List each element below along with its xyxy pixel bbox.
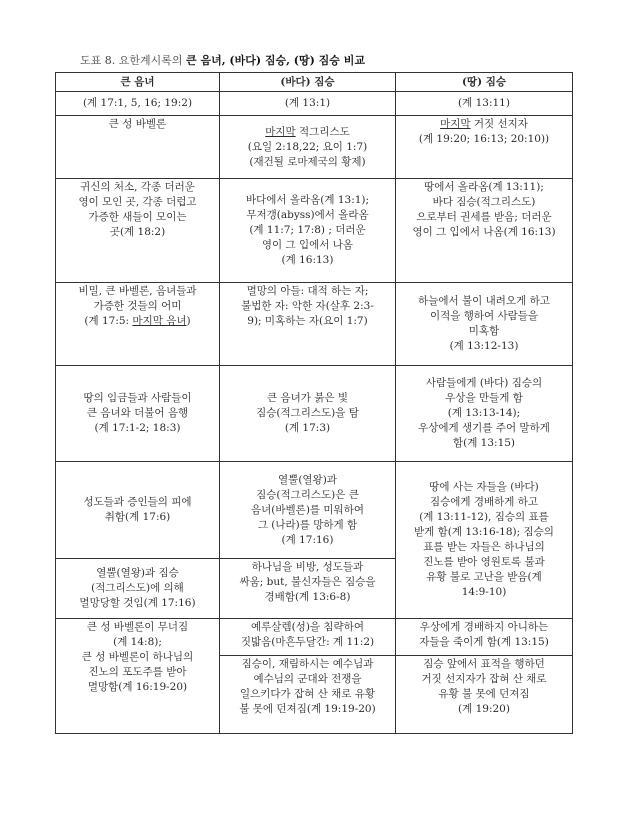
table-row-persecution: [56, 462, 573, 559]
header-sea-beast: (바다) 짐승: [220, 73, 396, 92]
cell-text-line: 땅에서 올라옴(계 13:11);: [424, 181, 544, 193]
cell-text-line: (계 17:16): [281, 533, 334, 546]
table-row-jerusalem: [56, 619, 573, 656]
cell-text-line: 영이 모인 곳, 각종 더럽고: [78, 196, 197, 208]
cell-text-line: 미혹함: [468, 325, 500, 337]
cell-land-beast-identity: [396, 116, 573, 179]
cell-text-line: [59, 314, 216, 329]
cell-text-line: (계 19:20; 16:13; 20:10)): [418, 133, 550, 145]
cell-land-beast-worship: [396, 462, 573, 619]
cell-text-line: 땅에 사는 자들을 (바다): [429, 481, 539, 493]
cell-sea-beast-title: [220, 283, 396, 366]
cell-text-line: 짐승(적그리스도)을 탐: [256, 407, 359, 419]
table-row-relation: [56, 366, 573, 462]
cell-text-fragment: 마지막: [440, 118, 471, 130]
cell-harlot-persecution: [56, 462, 220, 559]
comparison-table: [55, 72, 573, 734]
header-land-beast: (땅) 짐승: [396, 73, 573, 92]
header-ref-sea-beast: (계 13:1): [220, 92, 396, 116]
cell-text-line: 영이 그 입에서 나옴: [261, 239, 354, 251]
header-ref-harlot: (계 17:1, 5, 16; 19:2): [56, 92, 220, 116]
cell-text-line: 경배함(계 13:6-8): [264, 591, 351, 603]
cell-text-line: 가증한 새들이 모이는: [88, 211, 187, 223]
cell-text-line: 짐승 앞에서 표적을 행하던: [423, 658, 545, 670]
cell-text-line: (계 17:1-2; 18:3): [94, 422, 181, 434]
cell-text-line: (요일 2:18,22; 요이 1:7): [247, 140, 368, 153]
cell-text-line: 큰 음녀가 붉은 빛: [266, 392, 348, 404]
cell-text-fragment: 거짓 선지자: [470, 118, 528, 130]
cell-text-line: 받게 함(계 13:16-18); 짐승의: [414, 526, 554, 538]
cell-land-beast-end: [396, 656, 573, 734]
cell-text-fragment: ): [186, 315, 191, 327]
cell-text-line: (계 13:11-12), 짐승의 표를: [419, 511, 549, 523]
cell-text-line: 표를 받는 자들은 하나님의: [423, 541, 545, 553]
cell-text-line: 멸망함(계 16:19-20): [87, 681, 188, 693]
cell-land-beast-killing: [396, 619, 573, 656]
header-ref-land-beast: (계 13:11): [396, 92, 573, 116]
cell-text-line: 우상에게 생기를 주어 말하게: [418, 422, 550, 434]
cell-harlot-relation: [56, 366, 220, 462]
cell-text-line: 그 (나라)를 망하게 함: [257, 518, 358, 531]
cell-text-line: (계 16:13): [281, 254, 334, 266]
cell-text-line: 음녀(바벨론)를 미워하여: [251, 503, 364, 516]
cell-text-line: 무저갱(abyss)에서 올라옴: [246, 209, 369, 221]
cell-land-beast-title: [396, 283, 573, 366]
cell-harlot-origin: [56, 179, 220, 283]
cell-text-line: 열뿔(열왕)과 짐승: [96, 567, 179, 579]
cell-text-line: (재건될 로마제국의 황제): [249, 155, 366, 168]
cell-text-line: 싸움; but, 불신자들은 짐승을: [239, 576, 376, 588]
cell-text-line: 큰 성 바벨론이 무너짐: [86, 621, 189, 633]
cell-text-line: 9); 미혹하는 자(요이 1:7): [247, 315, 368, 327]
cell-sea-beast-origin: [220, 179, 396, 283]
cell-text-line: 하늘에서 불이 내려오게 하고: [418, 295, 550, 307]
header-ref-row: [56, 92, 573, 116]
cell-text-line: (계 13:13-14);: [447, 407, 521, 419]
cell-text-fragment: 마지막 음녀: [132, 315, 187, 327]
cell-sea-beast-jerusalem: [220, 619, 396, 656]
cell-text-line: 하나님을 비방, 성도들과: [251, 561, 364, 573]
cell-text-line: 짐승(적그리스도)은 큰: [256, 488, 359, 501]
table-row-identity: [56, 116, 573, 179]
cell-text-line: 땅의 임금들과 사람들이: [83, 392, 192, 404]
cell-text-line: 우상에게 경배하지 아니하는: [419, 621, 549, 633]
cell-text-line: 자들을 죽이게 함(계 13:15): [419, 636, 549, 648]
cell-text-line: 우상을 만들게 함: [445, 392, 523, 404]
table-row-origin: [56, 179, 573, 283]
cell-text-line: (계 13:12-13): [449, 340, 519, 352]
cell-text-line: 바다 짐승(적그리스도): [432, 196, 536, 208]
cell-text-line: 짓밟음(마흔두달간: 계 11:2): [240, 636, 375, 648]
cell-land-beast-origin: [396, 179, 573, 283]
cell-harlot-title: [56, 283, 220, 366]
cell-text-line: (계 17:3): [284, 422, 331, 434]
cell-text-line: 불 못에 던져짐(계 19:19-20): [239, 703, 376, 715]
cell-text-line: 짐승에게 경배하게 하고: [429, 496, 539, 508]
cell-text-line: 예수님의 군대와 전쟁을: [253, 673, 362, 685]
cell-text-line: [223, 125, 392, 140]
cell-text-line: 취함(계 17:6): [104, 511, 171, 523]
cell-text-line: 멸망당할 것임(계 17:16): [79, 597, 196, 609]
cell-text-line: 열뿔(열왕)과: [278, 473, 337, 486]
cell-text-line: 성도들과 증인들의 피에: [83, 496, 192, 508]
cell-text-line: 유황 불로 고난을 받음(계: [426, 571, 542, 583]
cell-text-line: 곳(계 18:2): [109, 226, 166, 238]
cell-text-line: [399, 117, 569, 132]
header-row: [56, 73, 573, 92]
cell-text-line: 비밀, 큰 바벨론, 음녀들과: [78, 285, 197, 297]
cell-text-line: 영이 그 입에서 나옴(계 16:13): [412, 226, 556, 238]
cell-harlot-fall: [56, 619, 220, 734]
cell-text-line: 함(계 13:15): [452, 437, 516, 449]
cell-sea-beast-relation: [220, 366, 396, 462]
cell-text-line: 큰 성 바벨론이 하나님의: [81, 651, 194, 663]
cell-text-fragment: (계 17:5:: [84, 315, 133, 327]
header-harlot: 큰 음녀: [56, 73, 220, 92]
caption-label: 도표 8. 요한계시록의: [80, 54, 183, 67]
cell-text-line: 멸망의 아들: 대적 하는 자;: [246, 285, 369, 297]
cell-text-line: (계 19:20): [458, 703, 510, 715]
cell-text-line: 귀신의 처소, 각종 더러운: [80, 181, 195, 193]
cell-text-line: 짐승이, 재림하시는 예수님과: [241, 658, 374, 670]
cell-text-line: 사람들에게 (바다) 짐승의: [425, 377, 543, 389]
cell-text-line: 가증한 것들의 어미: [93, 300, 182, 312]
cell-text-line: 으로부터 권세를 받음; 더러운: [416, 211, 552, 223]
cell-harlot-identity: [56, 116, 220, 179]
cell-text-line: 예루살렘(성)을 침략하여: [251, 621, 364, 633]
cell-text-line: 진노의 포도주를 받아: [88, 666, 187, 678]
cell-text-line: 불법한 자: 악한 자(살후 2:3-: [241, 300, 374, 312]
table-caption: [80, 55, 365, 67]
cell-text-line: 큰 성 바벨론: [108, 118, 167, 130]
cell-text-line: 바다에서 올라옴(계 13:1);: [245, 194, 370, 206]
caption-title: 큰 음녀, (바다) 짐승, (땅) 짐승 비교: [186, 54, 365, 67]
cell-text-line: 진노를 받아 영원토록 불과: [423, 556, 545, 568]
cell-land-beast-relation: [396, 366, 573, 462]
cell-text-line: 거짓 선지자가 잡혀 산 채로: [421, 673, 547, 685]
cell-text-line: 유황 불 못에 던져짐: [438, 688, 530, 700]
cell-text-line: 큰 음녀와 더불어 음행: [86, 407, 189, 419]
cell-text-line: 14:9-10): [461, 586, 507, 598]
cell-harlot-destruction: [56, 559, 220, 619]
cell-sea-beast-blasphemy: [220, 559, 396, 619]
cell-text-line: (계 11:7; 17:8) ; 더러운: [249, 224, 366, 236]
cell-text-fragment: 마지막: [265, 125, 296, 138]
cell-text-line: (계 14:8);: [113, 636, 162, 648]
cell-text-line: (적그리스도)에 의해: [91, 582, 184, 594]
cell-text-line: 일으키다가 잡혀 산 채로 유황: [239, 688, 376, 700]
cell-sea-beast-persecution: [220, 462, 396, 559]
cell-text-fragment: 적그리스도: [295, 125, 350, 138]
table-row-title: [56, 283, 573, 366]
cell-sea-beast-end: [220, 656, 396, 734]
cell-text-line: 이적을 행하여 사람들을: [429, 310, 539, 322]
cell-sea-beast-identity: [220, 116, 396, 179]
